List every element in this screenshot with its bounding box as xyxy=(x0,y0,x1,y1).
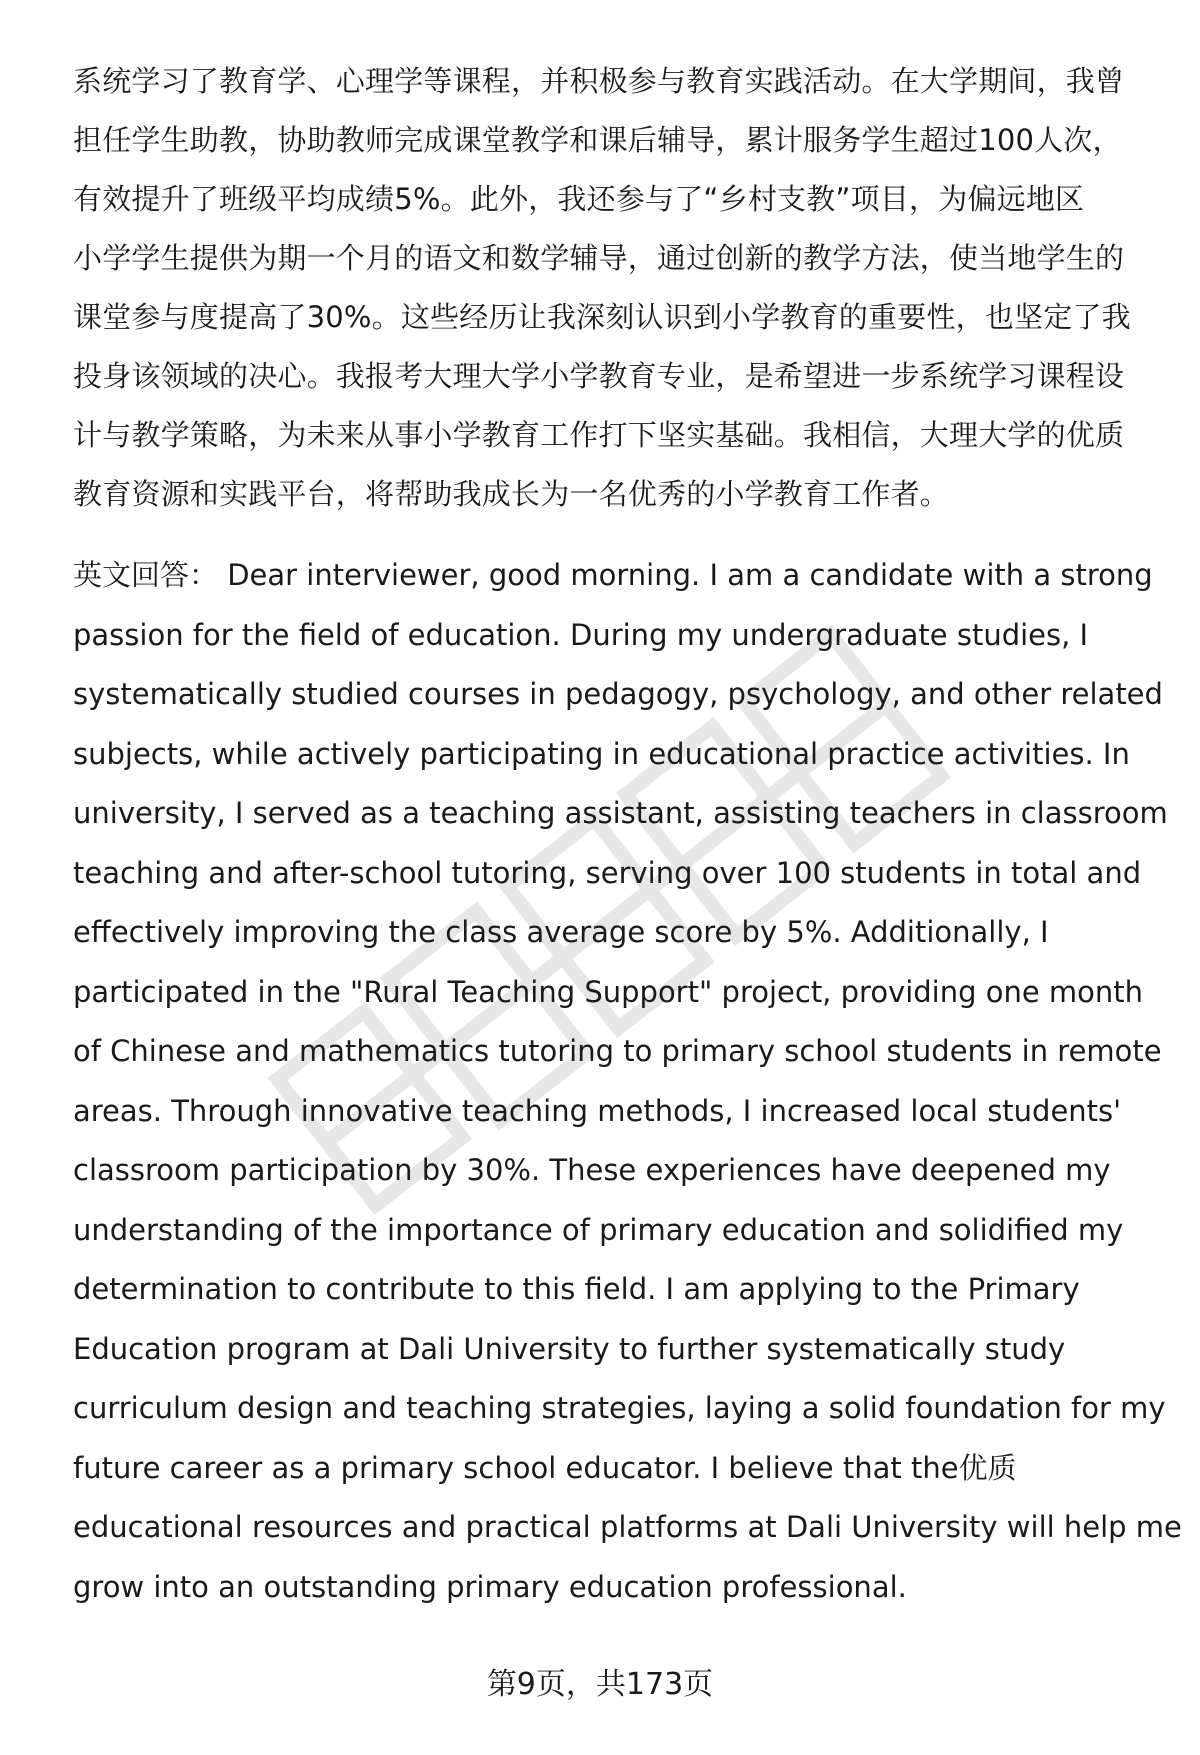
document-body xyxy=(73,52,1182,1617)
text-line: subjects, while actively participating in educational practice activities. In xyxy=(73,736,1130,771)
text-line: understanding of the importance of primary education and solidified my xyxy=(73,1212,1124,1247)
text-line: educational resources and practical platforms at Dali University will help me xyxy=(73,1510,1182,1544)
text-line: systematically studied courses in pedagogy, psychology, and other related xyxy=(73,677,1163,711)
text-line: 系统学习了教育学、心理学等课程，并积极参与教育实践活动。在大学期间，我曾 xyxy=(73,64,1125,98)
text-line: 小学学生提供为期一个月的语文和数学辅导，通过创新的教学方法，使当地学生的 xyxy=(73,241,1125,275)
text-line: 计与教学策略，为未来从事小学教育工作打下坚实基础。我相信，大理大学的优质 xyxy=(73,418,1125,452)
text-line: university, I served as a teaching assistant, assisting teachers in classroom xyxy=(73,796,1168,830)
text-line: teaching and after-school tutoring, serving over 100 students in total and xyxy=(73,855,1142,890)
text-line: passion for the field of education. During my undergraduate studies, I xyxy=(73,617,1089,652)
text-line: 担任学生助教，协助教师完成课堂教学和课后辅导，累计服务学生超过100人次， xyxy=(73,123,1122,157)
text-line: future career as a primary school educator. I believe that the优质 xyxy=(73,1450,1017,1485)
page-number-footer: 第9页，共173页 xyxy=(486,1667,714,1702)
text-line: 课堂参与度提高了30%。这些经历让我深刻认识到小学教育的重要性，也坚定了我 xyxy=(73,300,1131,334)
text-line: Education program at Dali University to further systematically study xyxy=(73,1331,1066,1366)
text-line: of Chinese and mathematics tutoring to primary school students in remote xyxy=(73,1034,1162,1068)
text-line: grow into an outstanding primary education professional. xyxy=(73,1569,907,1604)
text-line: effectively improving the class average score by 5%. Additionally, I xyxy=(73,915,1049,949)
chinese-answer-paragraph xyxy=(73,52,1153,524)
text-line: 教育资源和实践平台，将帮助我成长为一名优秀的小学教育工作者。 xyxy=(73,477,950,511)
text-line: curriculum design and teaching strategies, laying a solid foundation for my xyxy=(73,1391,1166,1425)
english-answer-paragraph xyxy=(73,546,1182,1617)
text-line: participated in the "Rural Teaching Support" project, providing one month xyxy=(73,974,1144,1009)
text-line: determination to contribute to this field. I am applying to the Primary xyxy=(73,1272,1080,1306)
text-line: 英文回答： Dear interviewer, good morning. I am a candidate with a strong xyxy=(73,558,1153,592)
text-line: classroom participation by 30%. These experiences have deepened my xyxy=(73,1153,1111,1187)
text-line: areas. Through innovative teaching methods, I increased local students' xyxy=(73,1093,1122,1128)
text-line: 有效提升了班级平均成绩5%。此外，我还参与了“乡村支教”项目，为偏远地区 xyxy=(73,182,1085,216)
text-line: 投身该领域的决心。我报考大理大学小学教育专业，是希望进一步系统学习课程设 xyxy=(73,359,1125,393)
